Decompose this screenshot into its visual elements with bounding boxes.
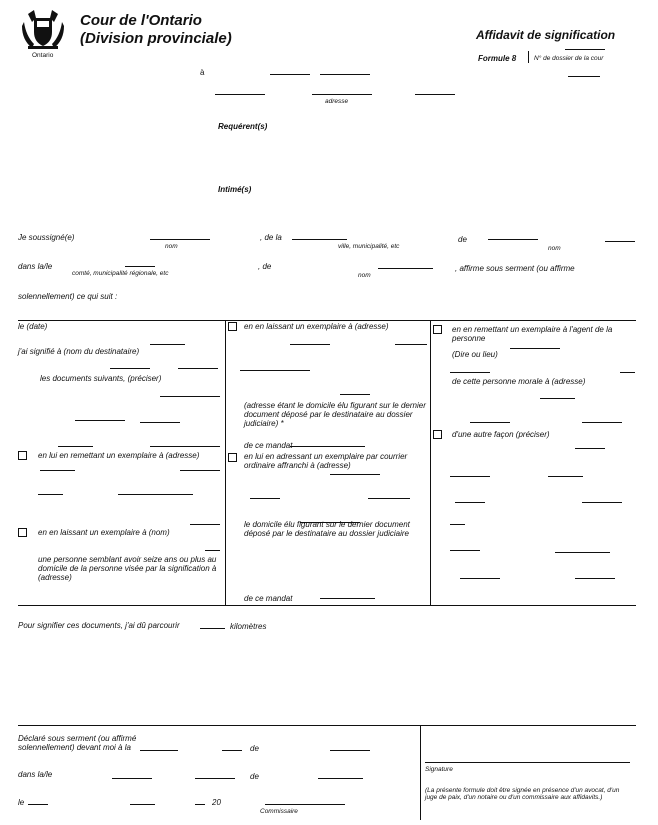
at-field[interactable] — [270, 74, 310, 75]
applicants-label: Requérent(s) — [218, 122, 268, 131]
other-service-checkbox[interactable] — [433, 430, 442, 439]
travel-text: Pour signifier ces documents, j'ai dû parcourir — [18, 621, 180, 630]
deponent-signature-field[interactable] — [425, 762, 630, 763]
mail-service-checkbox[interactable] — [228, 453, 237, 462]
leave-at-address-checkbox[interactable] — [228, 322, 237, 331]
crest-caption: Ontario — [32, 52, 54, 59]
leave-copy-checkbox[interactable] — [18, 528, 27, 537]
form-number: Formule 8 — [478, 54, 517, 63]
sworn-place-field[interactable] — [140, 750, 178, 751]
court-name-line1: Cour de l'Ontario — [80, 12, 202, 29]
service-date-label: le (date) — [18, 322, 48, 331]
travel-unit: kilomètres — [230, 622, 267, 631]
documents-field[interactable] — [160, 396, 220, 397]
service-date-field[interactable] — [150, 344, 185, 345]
region-field[interactable] — [125, 266, 155, 267]
form-title: Affidavit de signification — [476, 28, 616, 42]
agent-service-checkbox[interactable] — [433, 325, 442, 334]
respondents-label: Intimé(s) — [218, 185, 252, 194]
address-label: adresse — [325, 98, 349, 105]
ontario-crest-icon — [20, 8, 66, 52]
docket-field[interactable] — [565, 49, 605, 50]
commissioner-signature-field[interactable] — [265, 804, 345, 805]
court-name-line2: (Division provinciale) — [80, 30, 232, 47]
at-label: à — [200, 68, 205, 77]
undersigned-label: Je soussigné(e) — [18, 233, 75, 242]
personal-service-checkbox[interactable] — [18, 451, 27, 460]
docket-label: N° de dossier de la cour — [534, 55, 604, 62]
address-field[interactable] — [312, 94, 372, 95]
deponent-name-field[interactable] — [150, 239, 210, 240]
region-name-field[interactable] — [378, 268, 433, 269]
municipality-name-field[interactable] — [488, 239, 538, 240]
distance-field[interactable] — [200, 628, 225, 629]
sworn-date-field[interactable] — [28, 804, 48, 805]
municipality-field[interactable] — [292, 239, 347, 240]
